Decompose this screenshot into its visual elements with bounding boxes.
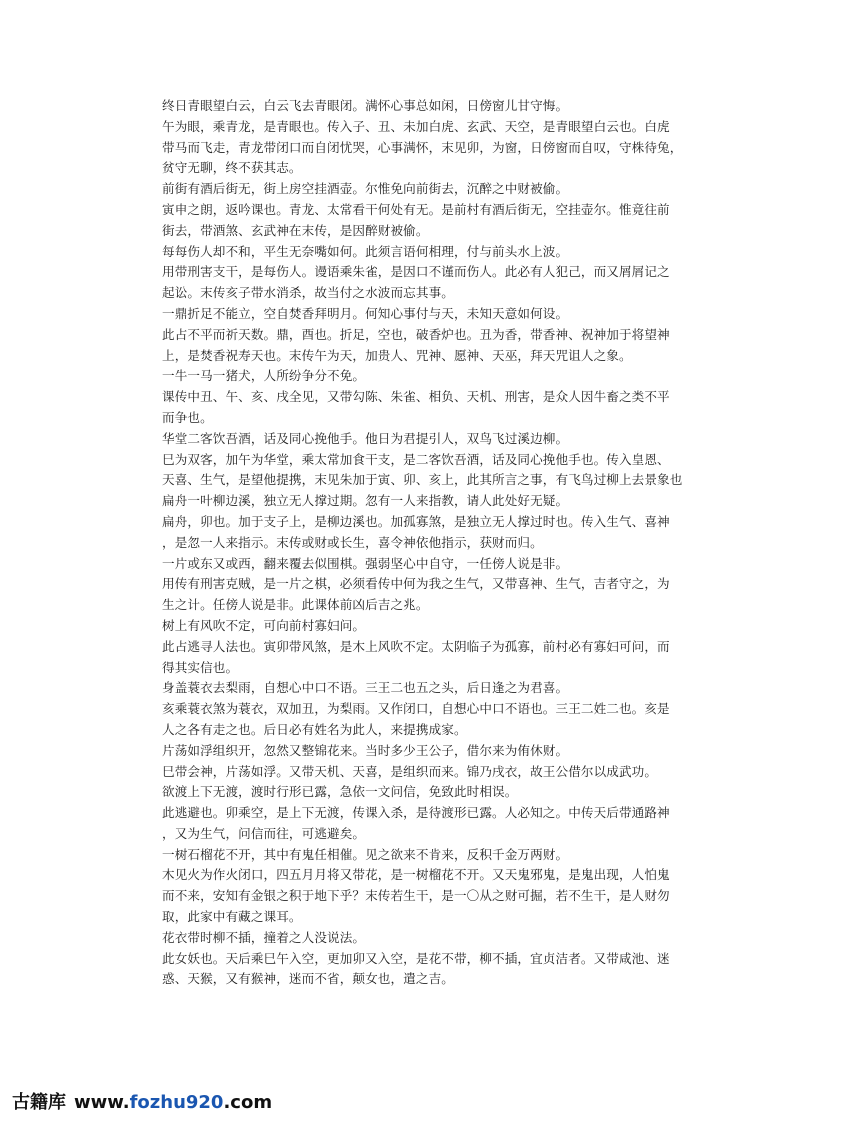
- text-line: 每每伤人却不和，平生无奈嘴如何。此须言语何相理，付与前头水上波。: [162, 243, 569, 259]
- text-line: 带马而飞走，青龙带闭口而自闭忧哭，心事满怀，末见卯，为窗，日傍窗而自叹，守株待兔，: [162, 139, 683, 155]
- text-line: 得其实信也。: [162, 659, 239, 675]
- text-line: 巳带会神，片荡如浮。又带天机、天喜，是组织而来。锦乃戌衣，故王公借尔以成武功。: [162, 763, 658, 779]
- text-line: 华堂二客饮吾酒，话及同心挽他手。他日为君提引人，双鸟飞过溪边柳。: [162, 430, 569, 446]
- text-line: 人之各有走之也。后日必有姓名为此人，来提携成家。: [162, 721, 467, 737]
- text-line: 一牛一马一猪犬，人所纷争分不免。: [162, 368, 366, 384]
- text-line: 午为眼，乘青龙，是青眼也。传入子、丑、未加白虎、玄武、天空，是青眼望白云也。白虎: [162, 118, 670, 134]
- watermark-footer: [12, 1086, 272, 1120]
- footer-site: fozhu920: [129, 1092, 224, 1113]
- text-line: 身盖蓑衣去梨雨，自想心中口不语。三王二也五之头，后日逢之为君喜。: [162, 680, 569, 696]
- text-line: 此占逃寻人法也。寅卯带风煞，是木上风吹不定。太阴临子为孤寡，前村必有寡妇可问，而: [162, 638, 670, 654]
- text-line: 贫守无聊，终不获其志。: [162, 160, 302, 176]
- text-line: 一树石榴花不开，其中有鬼任相催。见之欲来不肯来，反积千金万两财。: [162, 846, 569, 862]
- text-line: 亥乘蓑衣煞为蓑衣，双加丑，为梨雨。又作闭口，自想心中口不语也。三王二姓二也。亥是: [162, 701, 670, 717]
- text-line: 扁舟一叶柳边溪，独立无人撑过期。忽有一人来指教，请人此处好无疑。: [162, 493, 569, 509]
- text-line: 惑、天猴，又有猴神，迷而不省，颠女也，遣之吉。: [162, 971, 454, 987]
- text-line: 此女妖也。天后乘巳午入空，更加卯又入空，是花不带，柳不插，宜贞洁者。又带咸池、迷: [162, 950, 670, 966]
- text-line: 花衣带时柳不插，撞着之人没说法。: [162, 929, 366, 945]
- text-line: 扁舟，卯也。加于支子上，是柳边溪也。加孤寡煞，是独立无人撑过时也。传入生气、喜神: [162, 513, 670, 529]
- text-line: 课传中丑、午、亥、戌全见，又带勾陈、朱雀、相负、天机、刑害，是众人因牛畜之类不平: [162, 389, 670, 405]
- text-line: 街去，带酒煞、玄武神在末传，是因醉财被偷。: [162, 222, 429, 238]
- text-line: 天喜、生气，是望他提携，末见朱加于寅、卯、亥上，此其所言之事，有飞鸟过柳上去景象也: [162, 472, 683, 488]
- text-line: 生之计。任傍人说是非。此课体前凶后吉之兆。: [162, 597, 429, 613]
- text-line: 上，是焚香祝寿天也。末传午为天，加贵人、咒神、愿神、天巫，拜天咒诅人之象。: [162, 347, 632, 363]
- text-line: 片荡如浮组织开，忽然又整锦花来。当时多少王公子，借尔来为侑休财。: [162, 742, 569, 758]
- text-line: 巳为双客，加午为华堂，乘太常加食干支，是二客饮吾酒，话及同心挽他手也。传入皇恩、: [162, 451, 670, 467]
- text-line: 一片或东又或西，翻来覆去似围棋。强弱坚心中自守，一任傍人说是非。: [162, 555, 569, 571]
- text-line: 取，此家中有藏之课耳。: [162, 909, 302, 925]
- text-line: 用带刑害支干，是每伤人。谩语乘朱雀，是因口不谨而伤人。此必有人犯己，而又屑屑记之: [162, 264, 670, 280]
- text-body: [162, 96, 702, 990]
- text-line: 此逃避也。卯乘空，是上下无渡，传课入杀，是待渡形已露。人必知之。中传天后带通路神: [162, 805, 670, 821]
- footer-brand: 古籍库: [12, 1092, 66, 1113]
- text-line: 欲渡上下无渡，渡时行形已露，急依一文问信，免致此时相误。: [162, 784, 518, 800]
- text-line: 木见火为作火闭口，四五月月将又带花，是一树榴花不开。又天鬼邪鬼，是鬼出现，人怕鬼: [162, 867, 670, 883]
- text-line: ，又为生气，问信而往，可逃避矣。: [162, 825, 366, 841]
- text-line: 前街有酒后街无，街上房空挂酒壶。尔惟免向前街去，沉醉之中财被偷。: [162, 181, 569, 197]
- text-line: 用传有刑害克贼，是一片之棋，必须看传中何为我之生气，又带喜神、生气，吉者守之，为: [162, 576, 670, 592]
- text-line: 终日青眼望白云，白云飞去青眼闭。满怀心事总如闲，日傍窗儿甘守悔。: [162, 98, 569, 113]
- text-line: 起讼。末传亥子带水消杀，故当付之水波而忘其事。: [162, 285, 454, 301]
- text-line: 而争也。: [162, 409, 213, 425]
- text-line: 此占不平而祈天数。鼎，酉也。折足，空也，破香炉也。丑为香，带香神、祝神加于将望神: [162, 326, 670, 342]
- text-line: ，是忽一人来指示。末传或财或长生，喜令神依他指示，获财而归。: [162, 534, 543, 550]
- footer-domain: .com: [223, 1092, 273, 1113]
- text-line: 而不来，安知有金银之积于地下乎？末传若生干，是一〇从之财可掘，若不生干，是人财勿: [162, 888, 670, 904]
- text-line: 树上有风吹不定，可向前村寡妇问。: [162, 617, 366, 633]
- footer-www: www.: [74, 1092, 130, 1113]
- text-line: 一鼎折足不能立，空自焚香拜明月。何知心事付与天，未知天意如何设。: [162, 305, 569, 321]
- text-line: 寅申之朗，返吟课也。青龙、太常看干何处有无。是前村有酒后街无，空挂壶尔。惟竟往前: [162, 201, 670, 217]
